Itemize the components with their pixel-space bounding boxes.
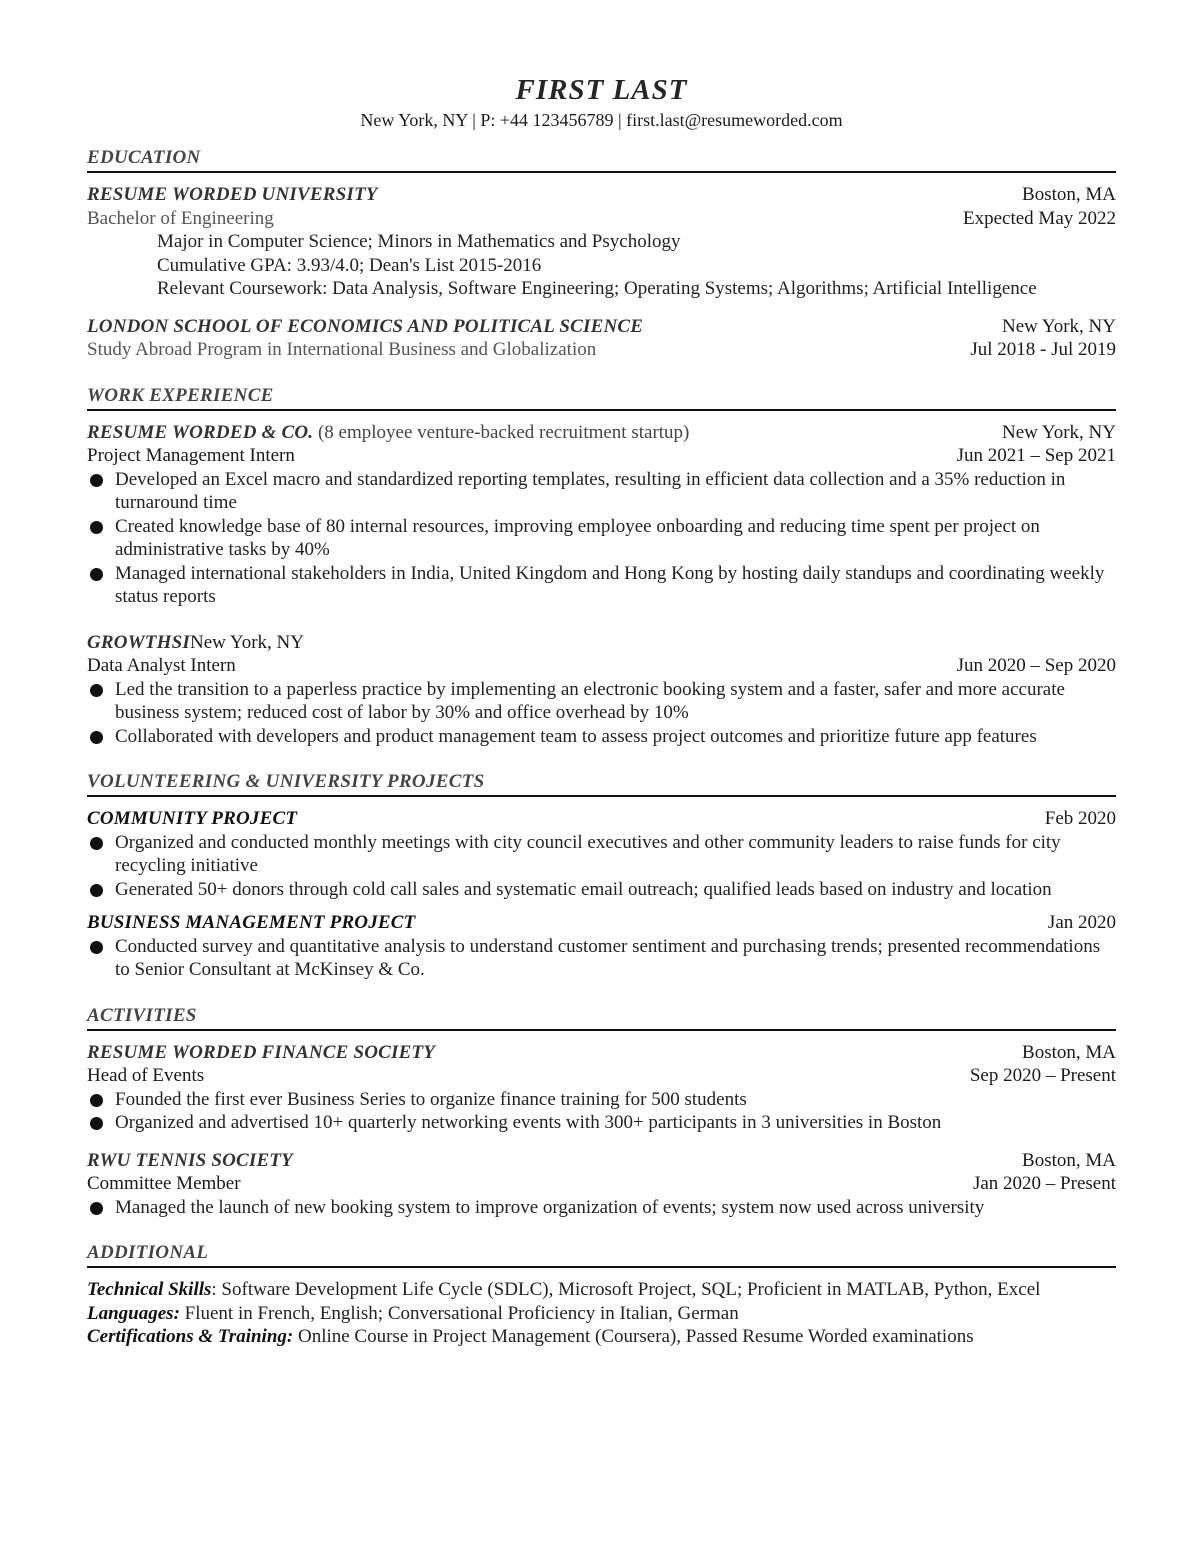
resume-page [87, 72, 1116, 1349]
work-entry [87, 421, 1116, 609]
skills-text: : Software Development Life Cycle (SDLC), Microsoft Project, SQL; Proficient in MATLAB, Python, Excel [211, 1279, 1041, 1300]
bullet-icon [90, 837, 103, 850]
entry-subheader-row [87, 207, 1116, 231]
education-entry [87, 315, 1116, 362]
entry-header-row [87, 631, 1116, 655]
bullet-item [87, 468, 1116, 515]
entry-header-row [87, 421, 1116, 445]
skills-label: Technical Skills [87, 1279, 212, 1300]
bullet-icon [90, 568, 103, 581]
entry-location: Boston, MA [1022, 1149, 1116, 1171]
org-block [87, 421, 689, 445]
entry-header-row [87, 1041, 1116, 1065]
entry-date: Jun 2020 – Sep 2020 [956, 655, 1116, 676]
project-entry [87, 911, 1116, 982]
bullet-text: Organized and advertised 10+ quarterly networking events with 300+ participants in 3 universities in Boston [115, 1112, 942, 1133]
organization-name: RWU TENNIS SOCIETY [87, 1149, 293, 1171]
section-title-work: WORK EXPERIENCE [87, 384, 1116, 411]
entry-subheader-row [87, 338, 1116, 362]
entry-location: New York, NY [1001, 315, 1116, 337]
activity-entry [87, 1041, 1116, 1135]
volunteering-section [87, 770, 1116, 982]
entry-date: Jun 2021 – Sep 2021 [956, 445, 1116, 466]
bullet-item [87, 1111, 1116, 1135]
education-entry [87, 183, 1116, 301]
activity-entry [87, 1149, 1116, 1220]
activities-section [87, 1004, 1116, 1220]
entry-location: Boston, MA [1022, 1041, 1116, 1063]
bullet-text: Founded the first ever Business Series to organize finance training for 500 students [115, 1088, 747, 1110]
bullet-icon [90, 731, 103, 744]
languages-text: Fluent in French, English; Conversational Proficiency in Italian, German [179, 1302, 739, 1324]
entry-date: Jan 2020 [1047, 912, 1116, 933]
work-entry [87, 631, 1116, 749]
entry-subheader-row [87, 1064, 1116, 1088]
entry-subheader-row [87, 654, 1116, 678]
bullet-item [87, 1088, 1116, 1112]
contact-line: New York, NY | P: +44 123456789 | first.last@resumeworded.com [360, 110, 843, 130]
entry-date: Sep 2020 – Present [969, 1065, 1116, 1086]
bullet-item [87, 515, 1116, 562]
section-title-volunteering: VOLUNTEERING & UNIVERSITY PROJECTS [87, 770, 1116, 797]
bullet-item [87, 562, 1116, 609]
bullet-item [87, 678, 1116, 725]
section-title-education: EDUCATION [87, 146, 1116, 173]
bullet-item [87, 935, 1116, 982]
work-section [87, 384, 1116, 749]
additional-lines [87, 1278, 1116, 1349]
company-name: RESUME WORDED & CO. [87, 421, 314, 443]
entry-header-row [87, 807, 1116, 831]
bullet-text: Led the transition to a paperless practice by implementing an electronic booking system and a faster, safer and more accurate business system; reduced cost of labor by 30% and office overhead by 10% [115, 678, 1065, 723]
entry-date: Jul 2018 - Jul 2019 [970, 339, 1116, 360]
project-name: BUSINESS MANAGEMENT PROJECT [87, 912, 416, 933]
additional-section [87, 1241, 1116, 1349]
bullet-text: Managed the launch of new booking system to improve organization of events; system now used across university [115, 1196, 985, 1218]
degree: Study Abroad Program in International Business and Globalization [87, 339, 597, 360]
skills-line [87, 1278, 1116, 1302]
entry-header-row [87, 183, 1116, 207]
languages-label: Languages: [87, 1302, 180, 1324]
bullet-icon [90, 474, 103, 487]
job-title: Project Management Intern [87, 445, 295, 466]
bullet-text: Collaborated with developers and product management team to assess project outcomes and prioritize future app features [115, 725, 1037, 747]
project-name: COMMUNITY PROJECT [87, 808, 298, 829]
bullet-icon [90, 684, 103, 697]
entry-date: Feb 2020 [1044, 808, 1116, 829]
entry-header-row [87, 911, 1116, 935]
bullet-icon [90, 521, 103, 534]
entry-location: New York, NY [1001, 421, 1116, 443]
bullet-list [87, 1196, 1116, 1220]
bullet-text: Organized and conducted monthly meetings with city council executives and other community leaders to raise funds for city recycling initiative [115, 831, 1061, 876]
company-name: GROWTHSI [87, 631, 190, 653]
entry-header-row [87, 315, 1116, 339]
project-entry [87, 807, 1116, 901]
entry-location: Boston, MA [1022, 184, 1116, 205]
bullet-icon [90, 941, 103, 954]
bullet-icon [90, 1094, 103, 1107]
position-title: Committee Member [87, 1173, 241, 1194]
org-block [87, 631, 304, 655]
bullet-text: Managed international stakeholders in India, United Kingdom and Hong Kong by hosting daily standups and coordinating weekly status reports [115, 562, 1105, 607]
bullet-list [87, 678, 1116, 749]
entry-date: Expected May 2022 [962, 207, 1116, 229]
bullet-icon [90, 1202, 103, 1215]
entry-date: Jan 2020 – Present [972, 1173, 1116, 1194]
education-section [87, 146, 1116, 362]
institution-name: RESUME WORDED UNIVERSITY [87, 184, 378, 205]
entry-subheader-row [87, 1172, 1116, 1196]
candidate-name: FIRST LAST [515, 74, 688, 106]
languages-line [87, 1302, 1116, 1326]
bullet-list [87, 831, 1116, 902]
degree: Bachelor of Engineering [87, 207, 274, 229]
entry-location: New York, NY [189, 631, 304, 653]
institution-name: LONDON SCHOOL OF ECONOMICS AND POLITICAL SCIENCE [87, 315, 644, 337]
position-title: Head of Events [87, 1065, 205, 1086]
education-detail: Major in Computer Science; Minors in Mathematics and Psychology [157, 231, 681, 252]
bullet-text: Conducted survey and quantitative analysis to understand customer sentiment and purchasing trends; presented recommendations to Senior Consultant at McKinsey & Co. [115, 935, 1101, 980]
section-title-additional: ADDITIONAL [87, 1241, 1116, 1268]
entry-header-row [87, 1149, 1116, 1173]
education-detail: Cumulative GPA: 3.93/4.0; Dean's List 2015-2016 [157, 254, 542, 276]
certifications-label: Certifications & Training: [87, 1326, 294, 1347]
section-title-activities: ACTIVITIES [87, 1004, 1116, 1031]
entry-subheader-row [87, 444, 1116, 468]
bullet-item [87, 725, 1116, 749]
bullet-list [87, 1088, 1116, 1135]
bullet-item [87, 831, 1116, 878]
organization-name: RESUME WORDED FINANCE SOCIETY [87, 1041, 436, 1063]
bullet-list [87, 935, 1116, 982]
bullet-text: Created knowledge base of 80 internal resources, improving employee onboarding and reducing time spent per project on administrative tasks by 40% [115, 515, 1040, 560]
bullet-icon [90, 884, 103, 897]
education-detail: Relevant Coursework: Data Analysis, Software Engineering; Operating Systems; Algorithms; Artificial Intelligence [157, 278, 1037, 299]
bullet-icon [90, 1117, 103, 1130]
company-description: (8 employee venture-backed recruitment startup) [317, 421, 690, 443]
bullet-item [87, 1196, 1116, 1220]
bullet-text: Developed an Excel macro and standardized reporting templates, resulting in efficient data collection and a 35% reduction in turnaround time [115, 468, 1066, 513]
job-title: Data Analyst Intern [87, 655, 236, 676]
bullet-text: Generated 50+ donors through cold call sales and systematic email outreach; qualified leads based on industry and location [115, 878, 1052, 900]
bullet-list [87, 468, 1116, 609]
certifications-line [87, 1325, 1116, 1349]
certifications-text: Online Course in Project Management (Coursera), Passed Resume Worded examinations [293, 1326, 974, 1347]
bullet-item [87, 878, 1116, 902]
